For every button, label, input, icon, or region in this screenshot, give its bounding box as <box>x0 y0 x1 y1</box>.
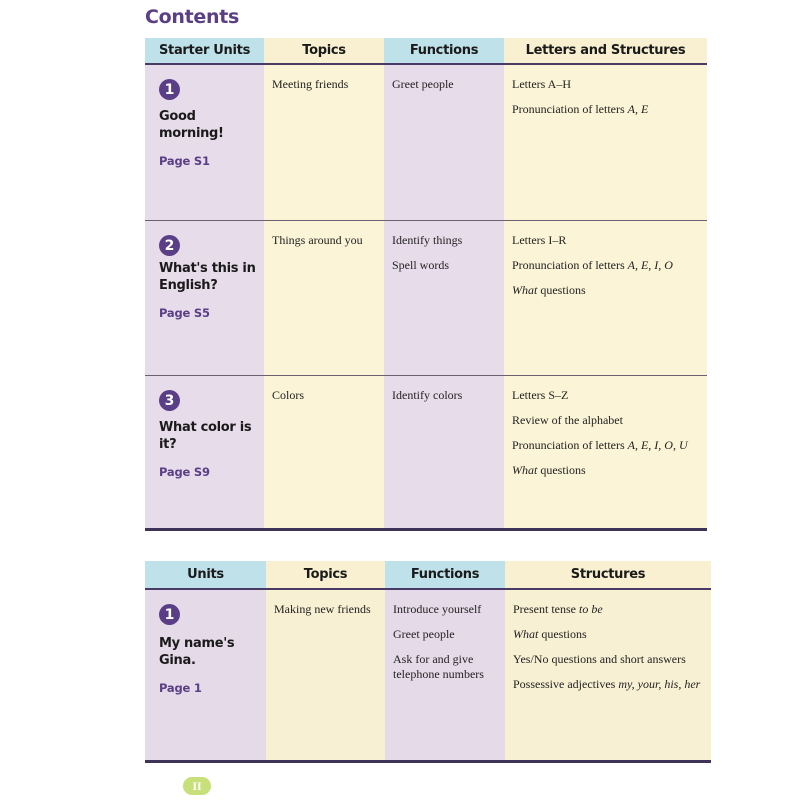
topics-cell <box>264 221 384 375</box>
unit-number-badge: 2 <box>159 235 180 256</box>
structure-item: Letters I–R <box>512 233 567 247</box>
header-starter-units: Starter Units <box>145 38 264 63</box>
unit-cell <box>145 590 266 760</box>
page-number-badge: II <box>183 777 211 795</box>
structure-item: Pronunciation of letters A, E <box>512 102 649 116</box>
unit-page-link[interactable]: Page 1 <box>159 681 202 695</box>
unit-page-link[interactable]: Page S9 <box>159 465 210 479</box>
unit-title: What's this in English? <box>159 261 256 293</box>
unit-cell <box>145 221 264 375</box>
functions-cell <box>384 376 504 528</box>
structures-cell <box>504 376 707 528</box>
unit-title: Good morning! <box>159 109 224 141</box>
unit-title: My name's Gina. <box>159 636 235 668</box>
structures-cell <box>504 221 707 375</box>
functions-cell <box>384 65 504 220</box>
structure-item: Present tense to be <box>513 602 603 616</box>
starter-units-table <box>145 38 707 531</box>
header-letters-structures: Letters and Structures <box>504 38 707 63</box>
table-row <box>145 221 707 376</box>
unit-page-link[interactable]: Page S1 <box>159 154 210 168</box>
structure-item: What questions <box>512 463 586 477</box>
table-header <box>145 38 707 65</box>
topics-cell <box>264 376 384 528</box>
header-units: Units <box>145 561 266 588</box>
function-item: Ask for and give telephone numbers <box>393 652 484 681</box>
topic-item: Colors <box>272 388 305 402</box>
functions-cell <box>385 590 505 760</box>
unit-title: What color is it? <box>159 420 252 452</box>
topic-item: Meeting friends <box>272 77 349 91</box>
table-row <box>145 65 707 221</box>
table-header <box>145 561 711 590</box>
function-item: Greet people <box>393 627 455 641</box>
function-item: Identify colors <box>392 388 463 402</box>
topic-item: Making new friends <box>274 602 371 616</box>
topic-item: Things around you <box>272 233 363 247</box>
units-table <box>145 561 711 763</box>
unit-number-badge: 1 <box>159 604 180 625</box>
function-item: Introduce yourself <box>393 602 482 616</box>
page-title: Contents <box>145 6 240 28</box>
header-functions: Functions <box>384 38 504 63</box>
unit-cell <box>145 65 264 220</box>
unit-number-badge: 1 <box>159 79 180 100</box>
structures-cell <box>505 590 711 760</box>
topics-cell <box>264 65 384 220</box>
structure-item: Pronunciation of letters A, E, I, O, U <box>512 438 688 452</box>
unit-page-link[interactable]: Page S5 <box>159 306 210 320</box>
structure-item: Possessive adjectives my, your, his, her <box>513 677 701 691</box>
unit-number-badge: 3 <box>159 390 180 411</box>
structure-item: Letters S–Z <box>512 388 569 402</box>
structure-item: What questions <box>512 283 586 297</box>
table-row <box>145 376 707 531</box>
structure-item: What questions <box>513 627 587 641</box>
header-topics: Topics <box>266 561 385 588</box>
header-topics: Topics <box>264 38 384 63</box>
header-functions: Functions <box>385 561 505 588</box>
structure-item: Review of the alphabet <box>512 413 623 427</box>
functions-cell <box>384 221 504 375</box>
header-structures: Structures <box>505 561 711 588</box>
structure-item: Pronunciation of letters A, E, I, O <box>512 258 673 272</box>
structure-item: Letters A–H <box>512 77 571 91</box>
function-item: Greet people <box>392 77 454 91</box>
table-row <box>145 590 711 763</box>
structure-item: Yes/No questions and short answers <box>513 652 686 666</box>
function-item: Identify things <box>392 233 463 247</box>
topics-cell <box>266 590 385 760</box>
function-item: Spell words <box>392 258 449 272</box>
structures-cell <box>504 65 707 220</box>
unit-cell <box>145 376 264 528</box>
